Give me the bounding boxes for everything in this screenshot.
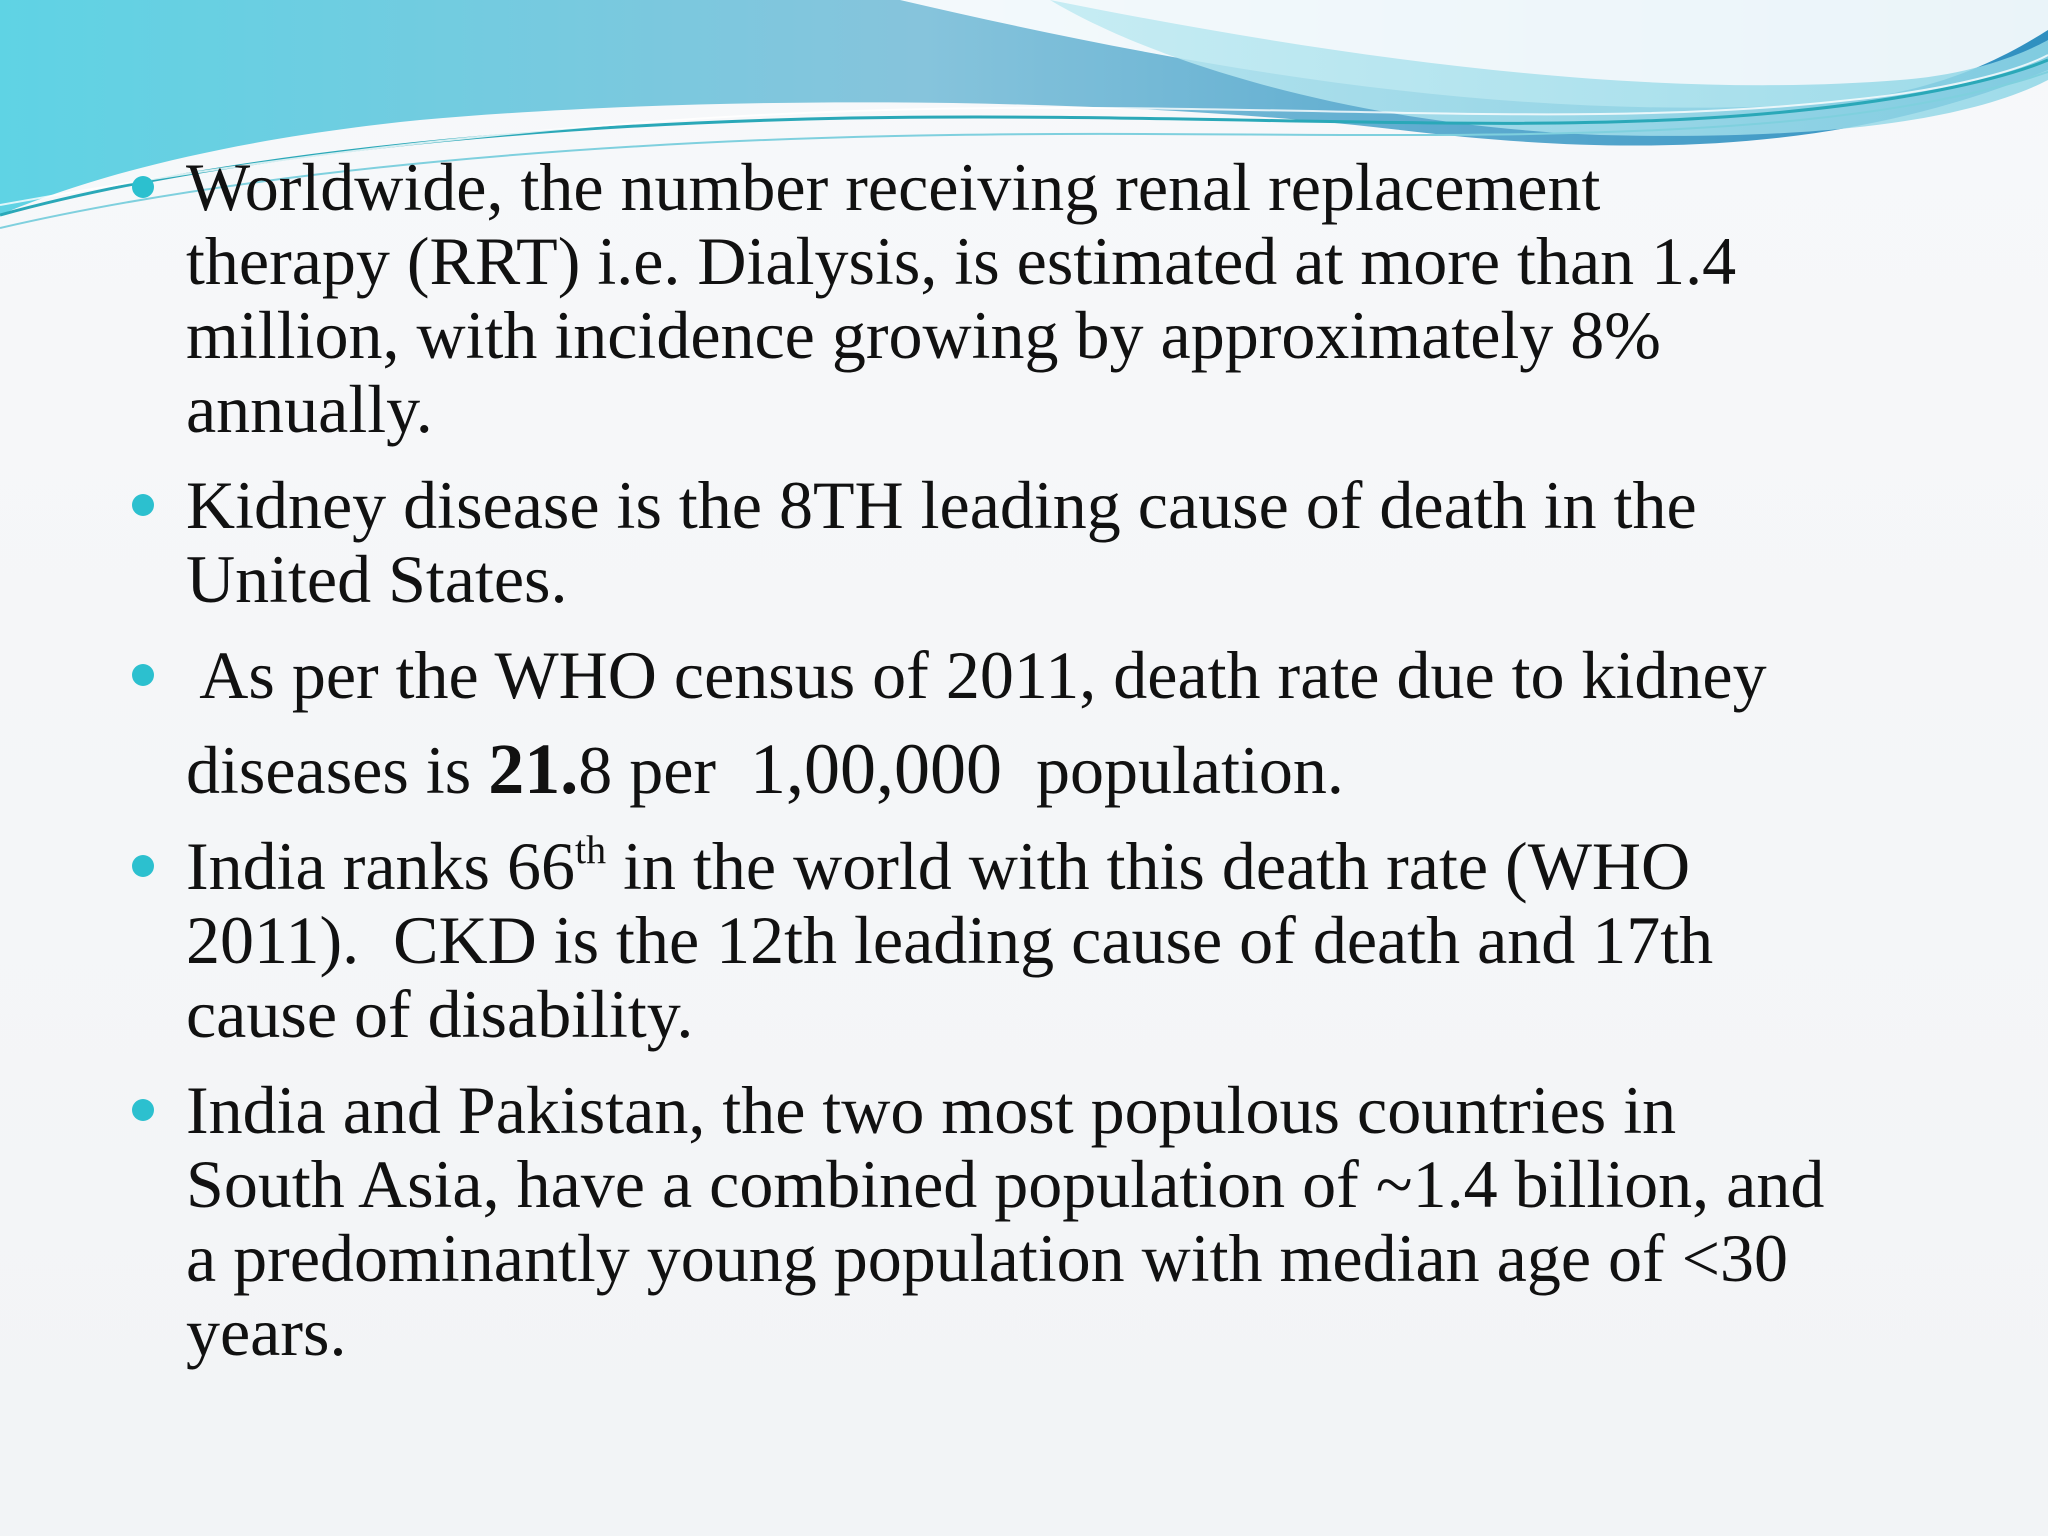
bullet-text-line: years. (186, 1294, 347, 1370)
bullet-text-line: India and Pakistan, the two most populous countries in (186, 1072, 1677, 1148)
bullet-text-line: therapy (RRT) i.e. Dialysis, is estimated at more than 1.4 (186, 223, 1737, 299)
text-segment: 8 per (578, 732, 751, 808)
bullet-dot-icon (132, 176, 154, 198)
bullet-text-line: Worldwide, the number receiving renal replacement (186, 149, 1601, 225)
bullet-list (130, 150, 1960, 1369)
population-base-value: 1,00,000 (750, 729, 1003, 809)
bullet-dot-icon (132, 494, 154, 516)
ordinal-superscript: th (575, 827, 607, 872)
text-segment: in the world with this death rate (WHO (606, 828, 1691, 904)
bullet-rrt-statistics (130, 150, 1960, 446)
bullet-dot-icon (132, 855, 154, 877)
text-segment: India ranks 66 (186, 828, 576, 904)
text-segment: population. (1002, 732, 1344, 808)
bullet-text-line (186, 729, 1960, 809)
bullet-text-line: a predominantly young population with median age of <30 (186, 1220, 1789, 1296)
bullet-who-death-rate (130, 638, 1960, 807)
bullet-text-line: 2011). CKD is the 12th leading cause of death and 17th (186, 902, 1714, 978)
bullet-text-line: cause of disability. (186, 976, 694, 1052)
bullet-india-ranking (130, 829, 1960, 1051)
bullet-text-line: South Asia, have a combined population of ~1.4 billion, and (186, 1146, 1825, 1222)
bullet-text-line: million, with incidence growing by approximately 8% (186, 297, 1661, 373)
text-segment: diseases is (186, 732, 489, 808)
bullet-dot-icon (132, 664, 154, 686)
bullet-text-line (186, 829, 1960, 903)
bullet-us-death-cause (130, 468, 1960, 616)
bullet-text-line: annually. (186, 371, 433, 447)
death-rate-value: 21. (488, 729, 579, 809)
slide-content (130, 150, 1960, 1391)
bullet-text-line: Kidney disease is the 8TH leading cause of death in the (186, 467, 1697, 543)
bullet-text-line: United States. (186, 541, 568, 617)
bullet-text-line: As per the WHO census of 2011, death rate due to kidney (186, 637, 1767, 713)
bullet-dot-icon (132, 1099, 154, 1121)
bullet-south-asia-population (130, 1073, 1960, 1369)
